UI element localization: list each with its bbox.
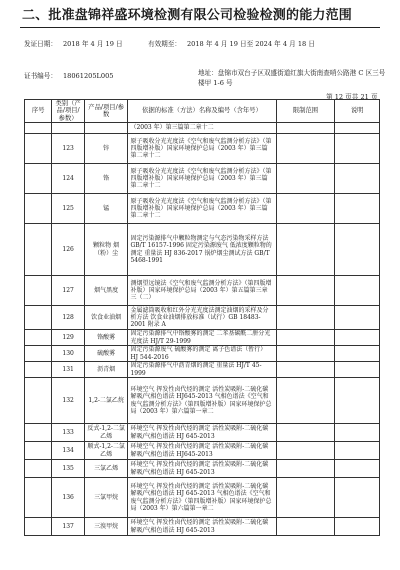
row-method: 环境空气 挥发性卤代烃的测定 活性炭吸附-二硫化碳解吸/气相色谱法 HJ645-2013 气相色谱法《空气和废气监测分析方法》（第四版增补版）国家环境保护总局（2003 年）第六篇第一章二	[128, 378, 276, 424]
row-limit	[276, 224, 335, 276]
row-note	[335, 442, 380, 460]
title-divider	[20, 27, 380, 28]
row-method: 固定污染源排气中沥青烟的测定 重量法 HJ/T 45-1999	[128, 362, 276, 378]
row-note	[335, 134, 380, 164]
row-method: 原子吸收分光光度法《空气和废气监测分析方法》（第四版增补版）国家环境保护总局（2003 年）第三篇第二章十二	[128, 134, 276, 164]
row-no	[25, 518, 52, 536]
row-limit	[276, 123, 335, 134]
row-limit	[276, 460, 335, 478]
row-item	[84, 123, 128, 134]
row-seq: 136	[52, 478, 84, 518]
row-limit	[276, 478, 335, 518]
row-limit	[276, 164, 335, 194]
row-no	[25, 123, 52, 134]
row-item: 三氯乙烯	[84, 460, 128, 478]
header-item: 产品/项目/参数	[84, 100, 128, 123]
row-method: 测烟望远镜法《空气和废气监测分析方法》（第四版增补版）国家环境保护总局（2003 年）第五篇第三章三（二）	[128, 276, 276, 306]
validity-label: 有效期至：	[148, 40, 181, 48]
address-value: 盘锦市双台子区双盛街道红旗大街南查哨公路港 C 区三号楼甲 1-6 号	[198, 69, 386, 87]
row-method: 环境空气 挥发性卤代烃的测定 活性炭吸附-二硫化碳解吸/气相色谱法 HJ 645-2013 气相色谱法《空气和废气监测分析方法》（第四版增补版）国家环境保护总局（2003 年）第六篇第一章二	[128, 478, 276, 518]
row-note	[335, 478, 380, 518]
table-body	[25, 123, 380, 536]
row-item: 铬酸雾	[84, 330, 128, 346]
row-seq: 128	[52, 306, 84, 330]
row-seq: 127	[52, 276, 84, 306]
row-seq: 124	[52, 164, 84, 194]
row-note	[335, 123, 380, 134]
row-no	[25, 164, 52, 194]
table-row	[25, 134, 380, 164]
header-method: 依据的标准（方法）名称及编号（含年号）	[128, 100, 276, 123]
table-row	[25, 164, 380, 194]
table-row	[25, 378, 380, 424]
capability-table	[24, 99, 380, 536]
row-no	[25, 460, 52, 478]
row-seq: 135	[52, 460, 84, 478]
row-no	[25, 442, 52, 460]
row-seq: 130	[52, 346, 84, 362]
row-method: 环境空气 挥发性卤代烃的测定 活性炭吸附-二硫化碳解吸/气相色谱法 HJ 645-2013	[128, 460, 276, 478]
row-seq: 132	[52, 378, 84, 424]
row-item: 烟气黑度	[84, 276, 128, 306]
issue-date	[24, 38, 123, 48]
row-limit	[276, 134, 335, 164]
row-seq: 131	[52, 362, 84, 378]
row-no	[25, 424, 52, 442]
row-note	[335, 518, 380, 536]
row-seq: 137	[52, 518, 84, 536]
table-row	[25, 478, 380, 518]
row-seq: 125	[52, 194, 84, 224]
row-item: 锌	[84, 134, 128, 164]
issue-date-label: 发证日期：	[24, 40, 57, 48]
page-number: 第 12 页共 21 页	[326, 93, 378, 101]
address-label: 地址：	[198, 69, 218, 77]
row-no	[25, 134, 52, 164]
validity-period	[148, 38, 315, 48]
row-no	[25, 478, 52, 518]
row-no	[25, 378, 52, 424]
table-row	[25, 518, 380, 536]
row-method: 固定污染源废气 硫酸雾的测定 离子色谱法（暂行）HJ 544-2016	[128, 346, 276, 362]
row-limit	[276, 276, 335, 306]
row-seq: 134	[52, 442, 84, 460]
header-seq: 类别（产品/项目/参数）	[52, 100, 84, 123]
row-limit	[276, 442, 335, 460]
table-row	[25, 362, 380, 378]
table-row	[25, 442, 380, 460]
table-header-row	[25, 100, 380, 123]
row-no	[25, 276, 52, 306]
row-note	[335, 378, 380, 424]
row-limit	[276, 424, 335, 442]
row-item: 反式-1,2-二氯乙烯	[84, 424, 128, 442]
cert-number-label: 证书编号：	[24, 72, 57, 80]
row-method: 金属滤筒吸收和红外分光光度法测定油烟的采样及分析方法 饮食业油烟排放标准（试行）GB 18483-2001 附录 A	[128, 306, 276, 330]
row-method: 环境空气 挥发性卤代烃的测定 活性炭吸附-二硫化碳解吸/气相色谱法 HJ645-2013	[128, 442, 276, 460]
header-limit: 限制范围	[276, 100, 335, 123]
row-item: 沥青烟	[84, 362, 128, 378]
row-method: （2003 年）第三篇第二章十二	[128, 123, 276, 134]
row-no	[25, 362, 52, 378]
row-item: 1,2-二氯乙烷	[84, 378, 128, 424]
row-limit	[276, 306, 335, 330]
row-method: 原子吸收分光光度法《空气和废气监测分析方法》（第四版增补版）国家环境保护总局（2003 年）第三篇第二章十二	[128, 164, 276, 194]
cert-number	[24, 70, 114, 80]
address	[198, 68, 388, 88]
cert-number-value: 18061205L005	[62, 72, 114, 80]
row-limit	[276, 518, 335, 536]
row-seq: 123	[52, 134, 84, 164]
row-method: 环境空气 挥发性卤代烃的测定 活性炭吸附-二硫化碳解吸/气相色谱法 HJ 645-2013	[128, 424, 276, 442]
issue-date-value: 2018 年 4 月 19 日	[62, 40, 123, 48]
row-no	[25, 306, 52, 330]
table-row	[25, 194, 380, 224]
row-note	[335, 424, 380, 442]
row-item: 饮食业油烟	[84, 306, 128, 330]
row-item: 顺式-1,2-二氯乙烯	[84, 442, 128, 460]
page-title: 二、批准盘锦祥盛环境检测有限公司检验检测的能力范围	[22, 8, 353, 23]
table-row	[25, 346, 380, 362]
row-note	[335, 224, 380, 276]
row-limit	[276, 378, 335, 424]
table-row	[25, 306, 380, 330]
row-limit	[276, 194, 335, 224]
row-limit	[276, 362, 335, 378]
row-note	[335, 346, 380, 362]
table-row	[25, 460, 380, 478]
row-method: 固定污染源排气中铬酸雾的测定 二苯基碳酰二肼分光光度法 HJ/T 29-1999	[128, 330, 276, 346]
row-note	[335, 460, 380, 478]
row-seq: 129	[52, 330, 84, 346]
row-item: 铬	[84, 164, 128, 194]
row-no	[25, 194, 52, 224]
row-limit	[276, 346, 335, 362]
table-row	[25, 276, 380, 306]
row-limit	[276, 330, 335, 346]
row-seq: 133	[52, 424, 84, 442]
row-item: 三氯甲烷	[84, 478, 128, 518]
table-row	[25, 330, 380, 346]
header-no: 序号	[25, 100, 52, 123]
row-method: 环境空气 挥发性卤代烃的测定 活性炭吸附-二硫化碳解吸/气相色谱法 HJ 645-2013	[128, 518, 276, 536]
row-no	[25, 224, 52, 276]
row-note	[335, 330, 380, 346]
row-note	[335, 164, 380, 194]
header-note: 说明	[335, 100, 380, 123]
row-seq: 126	[52, 224, 84, 276]
row-item: 三溴甲烷	[84, 518, 128, 536]
row-method: 原子吸收分光光度法《空气和废气监测分析方法》（第四版增补版）国家环境保护总局（2003 年）第三篇第二章十二	[128, 194, 276, 224]
row-note	[335, 306, 380, 330]
table-row	[25, 224, 380, 276]
row-no	[25, 346, 52, 362]
row-note	[335, 276, 380, 306]
row-item: 锰	[84, 194, 128, 224]
row-item: 颗粒物 烟（粉）尘	[84, 224, 128, 276]
table-row	[25, 424, 380, 442]
row-note	[335, 194, 380, 224]
validity-value: 2018 年 4 月 19 日至 2024 年 4 月 18 日	[186, 40, 315, 48]
row-method: 固定污染源排气中颗粒物测定与气态污染物采样方法 GB/T 16157-1996 固定污染源废气 低浓度颗粒物的测定 重量法 HJ 836-2017 锅炉烟尘测试方法 GB/T 5468-1991	[128, 224, 276, 276]
row-no	[25, 330, 52, 346]
row-item: 硫酸雾	[84, 346, 128, 362]
row-seq	[52, 123, 84, 134]
table-row	[25, 123, 380, 134]
row-note	[335, 362, 380, 378]
